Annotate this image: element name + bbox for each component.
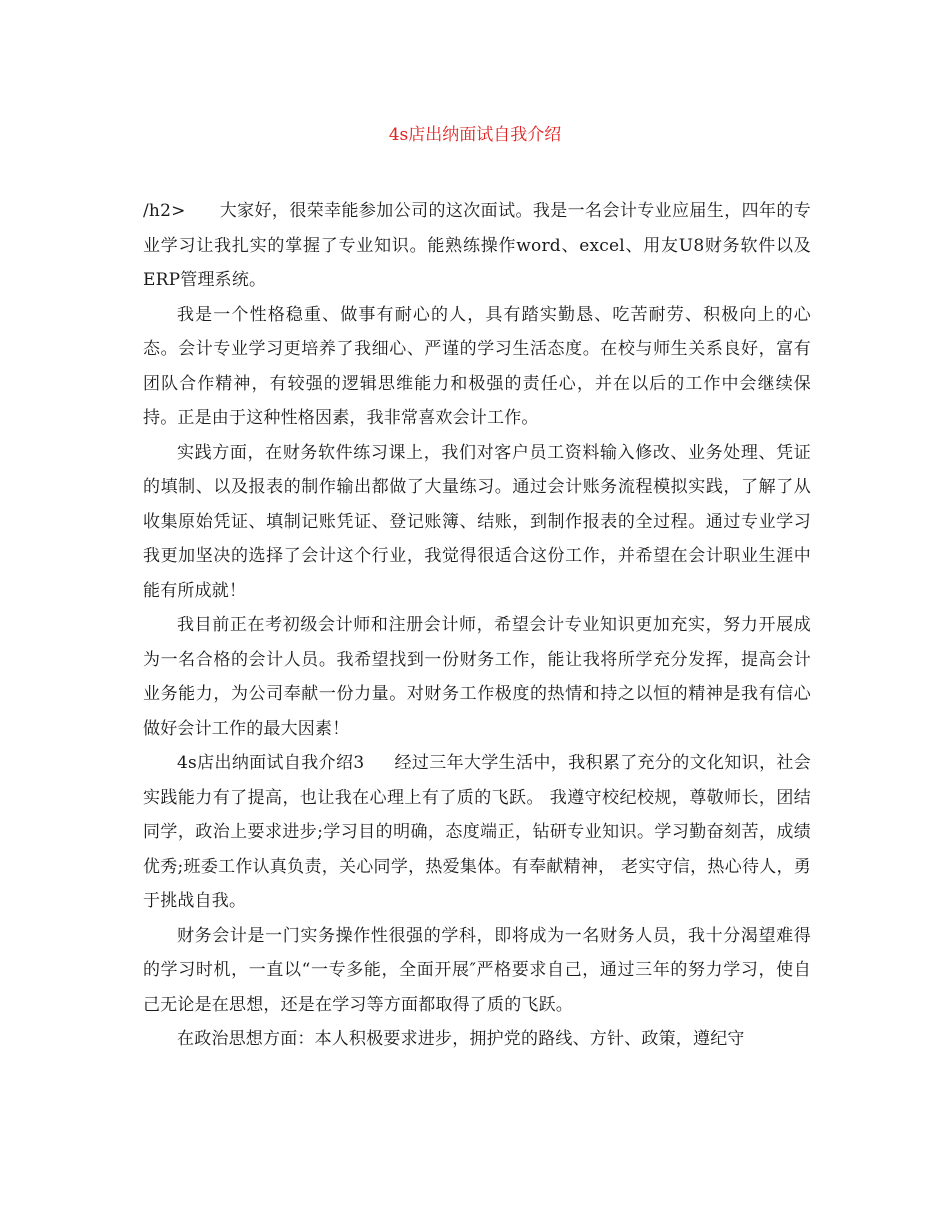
heading-tag-fragment: /h2> [143, 201, 186, 221]
paragraph-text: 我是一个性格稳重、做事有耐心的人，具有踏实勤恳、吃苦耐劳、积极向上的心态。会计专业学习更培养了我细心、严谨的学习生活态度。在校与师生关系良好，富有团队合作精神，有较强的逻辑思维能力和极强的责任心，并在以后的工作中会继续保持。正是由于这种性格因素，我非常喜欢会计工作。 [143, 304, 811, 428]
paragraph-text: 我目前正在考初级会计师和注册会计师，希望会计专业知识更加充实，努力开展成为一名合格的会计人员。我希望找到一份财务工作，能让我将所学充分发挥，提高会计业务能力，为公司奉献一份力量。对财务工作极度的热情和持之以恒的精神是我有信心做好会计工作的最大因素！ [143, 615, 811, 739]
paragraph-text: 经过三年大学生活中，我积累了充分的文化知识，社会实践能力有了提高，也让我在心理上有了质的飞跃。 我遵守校纪校规，尊敬师长，团结同学，政治上要求进步;学习目的明确，态度端正，钻研专业知识。学习勤奋刻苦，成绩优秀;班委工作认真负责，关心同学，热爱集体。有奉献精神， 老实守信，热心待人，勇于挑战自我。 [143, 753, 811, 911]
paragraph-6 [143, 919, 811, 1023]
paragraph-text: 在政治思想方面：本人积极要求进步，拥护党的路线、方针、政策，遵纪守 [177, 1029, 745, 1049]
document-body [143, 194, 811, 1057]
paragraph-5 [143, 746, 811, 919]
section-heading-inline: 4s店出纳面试自我介绍3 [177, 753, 365, 773]
paragraph-2 [143, 298, 811, 436]
paragraph-4 [143, 608, 811, 746]
paragraph-1 [143, 194, 811, 298]
document-title: 4s店出纳面试自我介绍 [388, 125, 562, 145]
paragraph-text: 大家好，很荣幸能参加公司的这次面试。我是一名会计专业应届生，四年的专业学习让我扎实的掌握了专业知识。能熟练操作word、excel、用友U8财务软件以及ERP管理系统。 [143, 201, 811, 290]
paragraph-text: 实践方面，在财务软件练习课上，我们对客户员工资料输入修改、业务处理、凭证的填制、以及报表的制作输出都做了大量练习。通过会计账务流程模拟实践，了解了从收集原始凭证、填制记账凭证、登记账簿、结账，到制作报表的全过程。通过专业学习我更加坚决的选择了会计这个行业，我觉得很适合这份工作，并希望在会计职业生涯中能有所成就！ [143, 442, 811, 601]
paragraph-text: 财务会计是一门实务操作性很强的学科，即将成为一名财务人员，我十分渴望难得的学习时机，一直以“一专多能，全面开展″严格要求自己，通过三年的努力学习，使自己无论是在思想，还是在学习等方面都取得了质的飞跃。 [143, 925, 811, 1015]
paragraph-7 [143, 1022, 811, 1057]
paragraph-3 [143, 436, 811, 609]
